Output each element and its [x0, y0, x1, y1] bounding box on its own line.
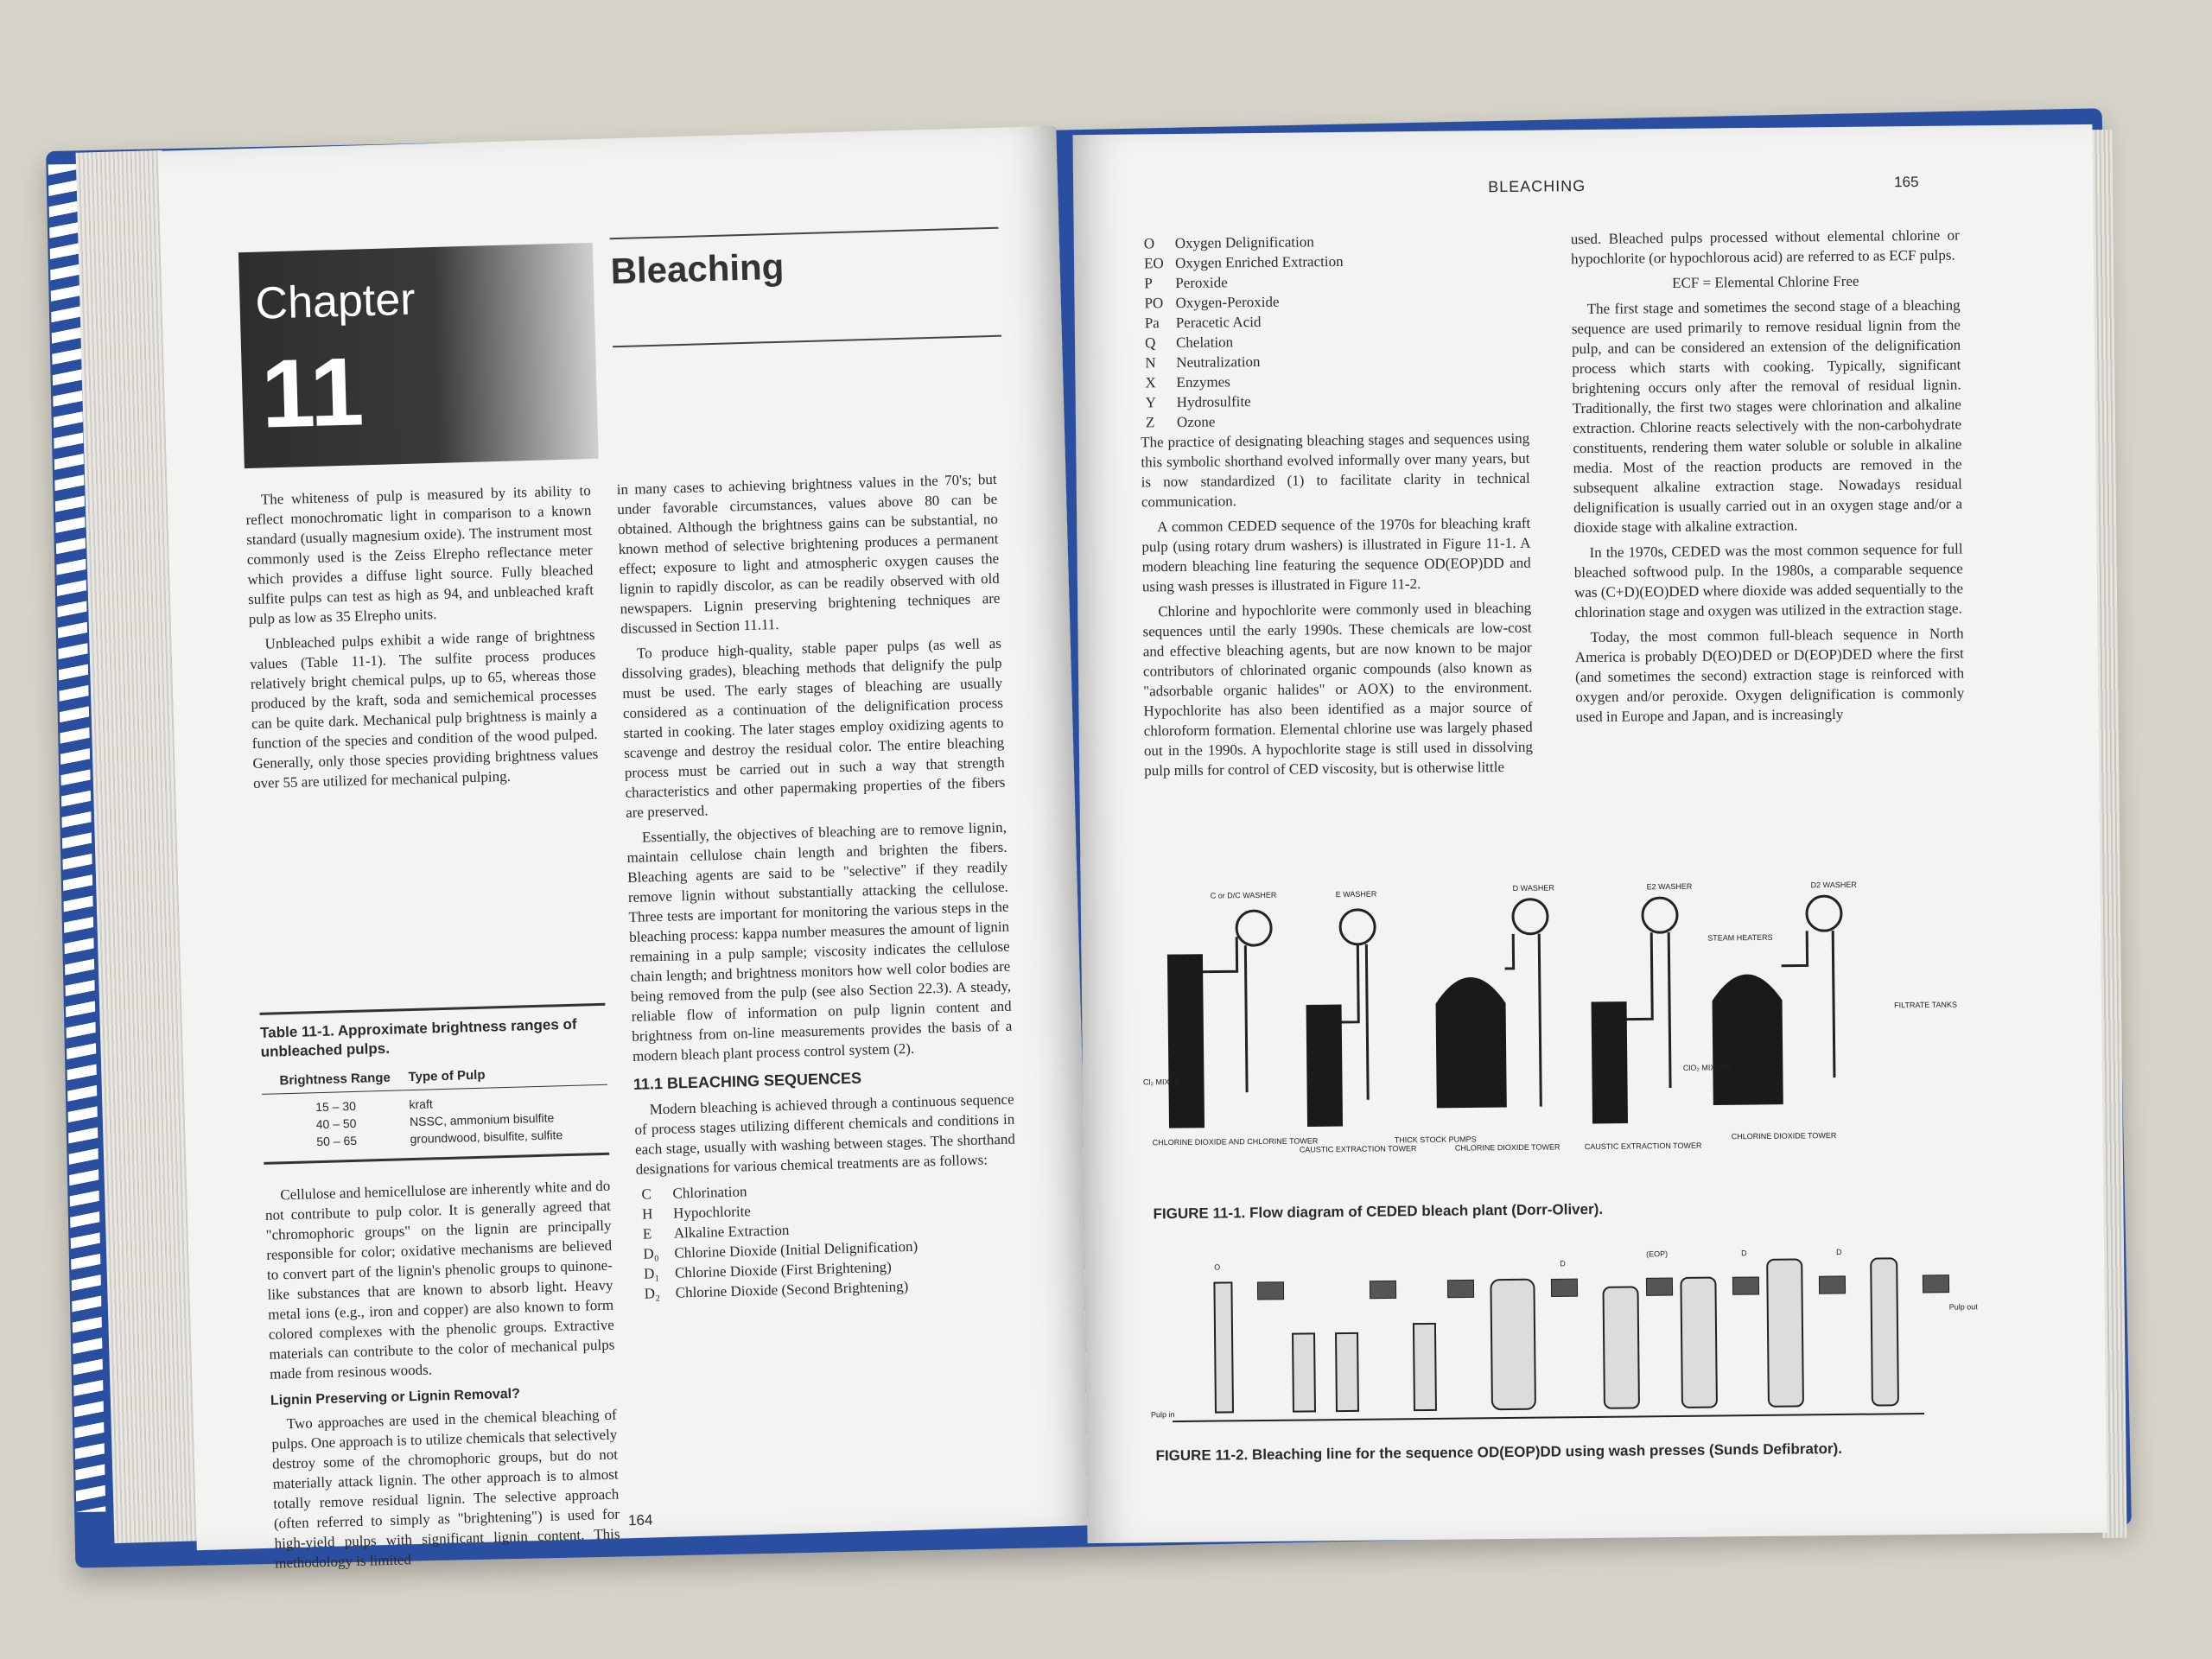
- paragraph: The first stage and sometimes the second stage of a bleaching sequence are used primarily to remove residual lignin from the pulp, and can be considered an extension of the delignification process which starts with cooking. Typically, significant brightening occurs only after the removal of residual lignin. Traditionally, the first two stages were chlorination and alkaline extraction. Chlorine reacts selectively with the non-carbohydrate constituents, rendering them water soluble or soluble in alkaline media. Most of the reaction products are removed in the subsequent alkaline extraction stage. Nowadays residual delignification is usually carried out in an oxygen stage and/or a dioxide stage with alkaline extraction.: [1571, 296, 1963, 537]
- table-header-cell: Brightness Range: [279, 1070, 391, 1089]
- right-page: [1072, 124, 2107, 1543]
- fig-label: D: [1836, 1247, 1842, 1257]
- paragraph: Two approaches are used in the chemical bleaching of pulps. One approach is to utilize chemicals that selectively destroy some of the chromophoric groups, but do not materially attack lignin. The other approach is to almost totally remove residual lignin. The selective approach (often referred to simply as "brightening") is used for high-yield pulps with significant lignin content. This methodology is limited: [271, 1406, 620, 1572]
- table-cell: NSSC, ammonium bisulfite: [409, 1110, 555, 1129]
- washer-drum: [1807, 896, 1841, 931]
- wash-press: [1819, 1276, 1845, 1294]
- fig-label: ClO₂ MIXERS: [1682, 1063, 1732, 1072]
- left-column-2: [616, 469, 1019, 1304]
- right-column-2: [1571, 225, 1965, 732]
- list-item: Y Hydrosulfite: [1145, 393, 1251, 411]
- paragraph: in many cases to achieving brightness values in the 70's; but under favorable circumstances, values above 80 can be obtained. Although the brightness gains can be substantial, no known method of selective brightening produces a permanent effect; exposure to light and atmospheric oxygen causes the lignin to rapidly discolor, as can be readily observed with old newspapers. Lignin preserving brightening techniques are discussed in Section 11.11.: [616, 470, 1001, 638]
- washer-drum: [1236, 911, 1271, 945]
- fig-label: CAUSTIC EXTRACTION TOWER: [1299, 1144, 1417, 1154]
- list-item: Q Chelation: [1144, 334, 1234, 352]
- paragraph: The whiteness of pulp is measured by its ability to reflect monochromatic light in comparison to a known standard (usually magnesium oxide). The instrument most commonly used is the Zeiss Elrepho reflectance meter which provides a diffuse light source. Fully bleached sulfite pulps can test as high as 94, and unbleached kraft pulp as low as 35 Elrepho units.: [245, 481, 594, 628]
- tower-chlorine: [1167, 955, 1204, 1128]
- fig-label: CHLORINE DIOXIDE AND CHLORINE TOWER: [1152, 1136, 1319, 1147]
- washer-drum: [1513, 899, 1548, 934]
- washer-drum: [1643, 898, 1677, 932]
- fig-label: STEAM HEATERS: [1707, 932, 1773, 943]
- page-number-left: 164: [627, 1511, 653, 1529]
- ecf-definition: ECF = Elemental Chlorine Free: [1672, 272, 1859, 291]
- chapter-banner: [238, 243, 599, 468]
- list-item: P Peroxide: [1144, 274, 1228, 292]
- paragraph: The practice of designating bleaching stages and sequences using this symbolic shorthand evolved informally over many years, but is now standardized (1) to facilitate clarity in technical communication.: [1141, 429, 1530, 511]
- tower-caustic-2: [1592, 1002, 1627, 1123]
- list-item: N Neutralization: [1145, 353, 1261, 372]
- running-head: BLEACHING: [1488, 177, 1586, 196]
- fig-label: (EOP): [1646, 1249, 1669, 1259]
- left-column-1: [245, 480, 600, 798]
- tower-dioxide-2: [1713, 975, 1783, 1105]
- wash-press: [1447, 1280, 1473, 1297]
- chapter-number: 11: [259, 337, 365, 448]
- paragraph: To produce high-quality, stable paper pulps (as well as dissolving grades), bleaching methods that delignify the pulp must be used. The early stages of bleaching are usually considered as a continuation of the delignification process started in cooking. The later stages employ oxidizing agents to scavenge and destroy the residual color. The entire bleaching process must be carried out in such a way that strength characteristics and other papermaking properties of the fibers are preserved.: [621, 634, 1006, 822]
- table-cell: 50 – 65: [316, 1133, 358, 1149]
- figure-11-1-diagram: [1141, 877, 1974, 1171]
- chemical-list: [1144, 230, 1529, 433]
- tower: [1603, 1287, 1638, 1408]
- left-column-1-lower: [264, 1176, 621, 1579]
- fig-label: D: [1560, 1259, 1566, 1268]
- wash-press: [1923, 1275, 1948, 1293]
- figure-11-1-caption: FIGURE 11-1. Flow diagram of CEDED bleach plant (Dorr-Oliver).: [1153, 1200, 1604, 1223]
- tower: [1767, 1259, 1803, 1406]
- tower: [1871, 1258, 1898, 1405]
- tower: [1293, 1333, 1315, 1411]
- list-item: H Hypochlorite: [641, 1203, 752, 1223]
- table-header-cell: Type of Pulp: [408, 1067, 486, 1085]
- list-item: O Oxygen Delignification: [1143, 233, 1314, 252]
- tower: [1414, 1324, 1436, 1410]
- table-cell: 40 – 50: [315, 1116, 357, 1132]
- fig-label: D WASHER: [1512, 883, 1554, 893]
- table-cell: groundwood, bisulfite, sulfite: [410, 1128, 563, 1147]
- fig-label: CHLORINE DIOXIDE TOWER: [1454, 1142, 1560, 1153]
- figure-11-2-diagram: [1145, 1240, 1976, 1439]
- list-item: PO Oxygen-Peroxide: [1144, 293, 1280, 312]
- fig-label: CAUSTIC EXTRACTION TOWER: [1584, 1141, 1702, 1152]
- paragraph: In the 1970s, CEDED was the most common sequence for full bleached softwood pulp. In the 1980s, a comparable sequence was (C+D)(EO)DED where dioxide was added sequentially to the chlorination stage and oxygen was utilized in the extraction stage.: [1573, 540, 1964, 621]
- paragraph: used. Bleached pulps processed without elemental chlorine or hypochlorite (or hypochlorous acid) are referred to as ECF pulps.: [1570, 226, 1960, 268]
- table-cell: 15 – 30: [315, 1098, 357, 1115]
- tower: [1681, 1278, 1717, 1408]
- table-header: [261, 1065, 607, 1095]
- subheading: Lignin Preserving or Lignin Removal?: [270, 1386, 521, 1408]
- right-column-1: [1139, 230, 1534, 786]
- paragraph: Modern bleaching is achieved through a continuous sequence of process stages utilizing different chemicals and conditions in each stage, usually with washing between stages. The shorthand designations for various chemical treatments are as follows:: [634, 1090, 1016, 1178]
- chapter-title: Bleaching: [610, 245, 785, 292]
- figure-11-2-caption: FIGURE 11-2. Bleaching line for the sequence OD(EOP)DD using wash presses (Sunds Defibrator).: [1155, 1440, 1843, 1465]
- list-item: EO Oxygen Enriched Extraction: [1143, 252, 1344, 272]
- list-item: X Enzymes: [1145, 373, 1230, 391]
- list-item: E Alkaline Extraction: [642, 1221, 790, 1243]
- fig-label: CHLORINE DIOXIDE TOWER: [1731, 1131, 1837, 1141]
- wash-press: [1551, 1279, 1577, 1296]
- paragraph-highlighted: Cellulose and hemicellulose are inherently white and do not contribute to pulp color. It is generally agreed that "chromophoric groups" on the lignin are principally responsible for color; oxidative mechanisms are believed to convert part of the lignin's phenolic groups to quinone-like substances that are known to absorb light. Heavy metal ions (e.g., iron and copper) are also known to form colored complexes with the phenolic groups. Extractive materials can contribute to the color of mechanical pulps made from resinous woods.: [264, 1177, 615, 1382]
- paragraph-highlighted: Chlorine and hypochlorite were commonly used in bleaching sequences until the early 1990s. These chemicals are low-cost and effective bleaching agents, but are now known to be major contributors of chlorinated organic compounds (also known as "adsorbable organic halides" or AOX) to the environment. Hypochlorite has also been identified as a major source of chloroform formation. Elemental chlorine use was largely phased out in the 1990s. A hypochlorite stage is still used in dissolving pulp mills for control of CED viscosity, but is otherwise little: [1142, 599, 1534, 779]
- list-item: Pa Peracetic Acid: [1144, 313, 1262, 332]
- list-item: Z Ozone: [1145, 413, 1216, 431]
- chemical-list: [641, 1174, 1020, 1304]
- chapter-word: Chapter: [254, 274, 416, 329]
- title-rule-top: [610, 227, 999, 240]
- tower-caustic: [1306, 1005, 1342, 1126]
- fig-label: Pulp in: [1150, 1410, 1175, 1420]
- fig-label: D: [1741, 1249, 1747, 1258]
- fig-label: O: [1214, 1262, 1221, 1272]
- wash-press: [1257, 1282, 1283, 1300]
- table-cell: kraft: [409, 1096, 433, 1112]
- paragraph: A common CEDED sequence of the 1970s for bleaching kraft pulp (using rotary drum washers) is illustrated in Figure 11-1. A modern bleaching line featuring the sequence OD(EOP)DD and using wash presses is illustrated in Figure 11-2.: [1141, 514, 1531, 595]
- wash-press: [1732, 1277, 1758, 1294]
- list-item: C Chlorination: [641, 1183, 747, 1203]
- paragraph: Unbleached pulps exhibit a wide range of brightness values (Table 11-1). The sulfite process produces relatively bright chemical pulps, up to 65, whereas those produced by the kraft, soda and semichemical processes can be quite dark. Mechanical pulp brightness is mainly a function of the species and condition of the wood pulped. Generally, only those species providing brightness values over 55 are utilized for mechanical pulping.: [249, 626, 599, 792]
- brightness-table: [259, 1003, 609, 1165]
- list-item: D₂ Chlorine Dioxide (Second Brightening): [644, 1278, 909, 1302]
- tower: [1214, 1282, 1233, 1412]
- fig-label: Pulp out: [1948, 1302, 1978, 1312]
- left-page: [158, 126, 1096, 1572]
- fig-label: Cl₂ MIXER: [1142, 1077, 1181, 1087]
- pipeline: [1173, 1414, 1924, 1421]
- list-item: D₀ Chlorine Dioxide (Initial Delignification): [643, 1237, 918, 1262]
- list-item: D₁ Chlorine Dioxide (First Brightening): [643, 1258, 892, 1282]
- fig-label: D2 WASHER: [1810, 880, 1857, 890]
- fig-label: E2 WASHER: [1646, 881, 1693, 892]
- tower: [1491, 1280, 1535, 1410]
- tower: [1336, 1333, 1358, 1411]
- fig-label: E WASHER: [1335, 889, 1377, 899]
- fig-label: C or D/C WASHER: [1210, 890, 1277, 900]
- section-heading: 11.1 BLEACHING SEQUENCES: [632, 1069, 862, 1093]
- table-title: Table 11-1. Approximate brightness ranges of unbleached pulps.: [259, 1015, 577, 1060]
- fig-label: THICK STOCK PUMPS: [1394, 1135, 1477, 1145]
- page-number-right: 165: [1894, 173, 1919, 191]
- paragraph: Essentially, the objectives of bleaching are to remove lignin, maintain cellulose chain length and brighten the fibers. Bleaching agents are said to be "selective" if they readily remove lignin without substantially attacking the cellulose. Three tests are important for monitoring the various steps in the bleaching process: kappa number measures the amount of lignin remaining in a pulp sample; viscosity indicates the cellulose chain length; and brightness monitors how well color bodies are being removed from the pulp (see also Section 22.3). A steady, reliable flow of information on pulp lignin content and brightness from on-line measurements provides the basis of a modern bleach plant process control system (2).: [626, 818, 1013, 1065]
- wash-press: [1370, 1281, 1395, 1298]
- fig-label: FILTRATE TANKS: [1894, 1000, 1957, 1010]
- title-rule-bottom: [613, 335, 1001, 348]
- paragraph: Today, the most common full-bleach sequence in North America is probably D(EO)DED or D(EOP)DED where the first (and sometimes the second) extraction stage is reinforced with oxygen and/or peroxide. Oxygen delignification is commonly used in Europe and Japan, and is increasingly: [1574, 625, 1965, 726]
- wash-press: [1646, 1278, 1672, 1295]
- tower-dioxide: [1436, 977, 1507, 1108]
- washer-drum: [1340, 910, 1375, 944]
